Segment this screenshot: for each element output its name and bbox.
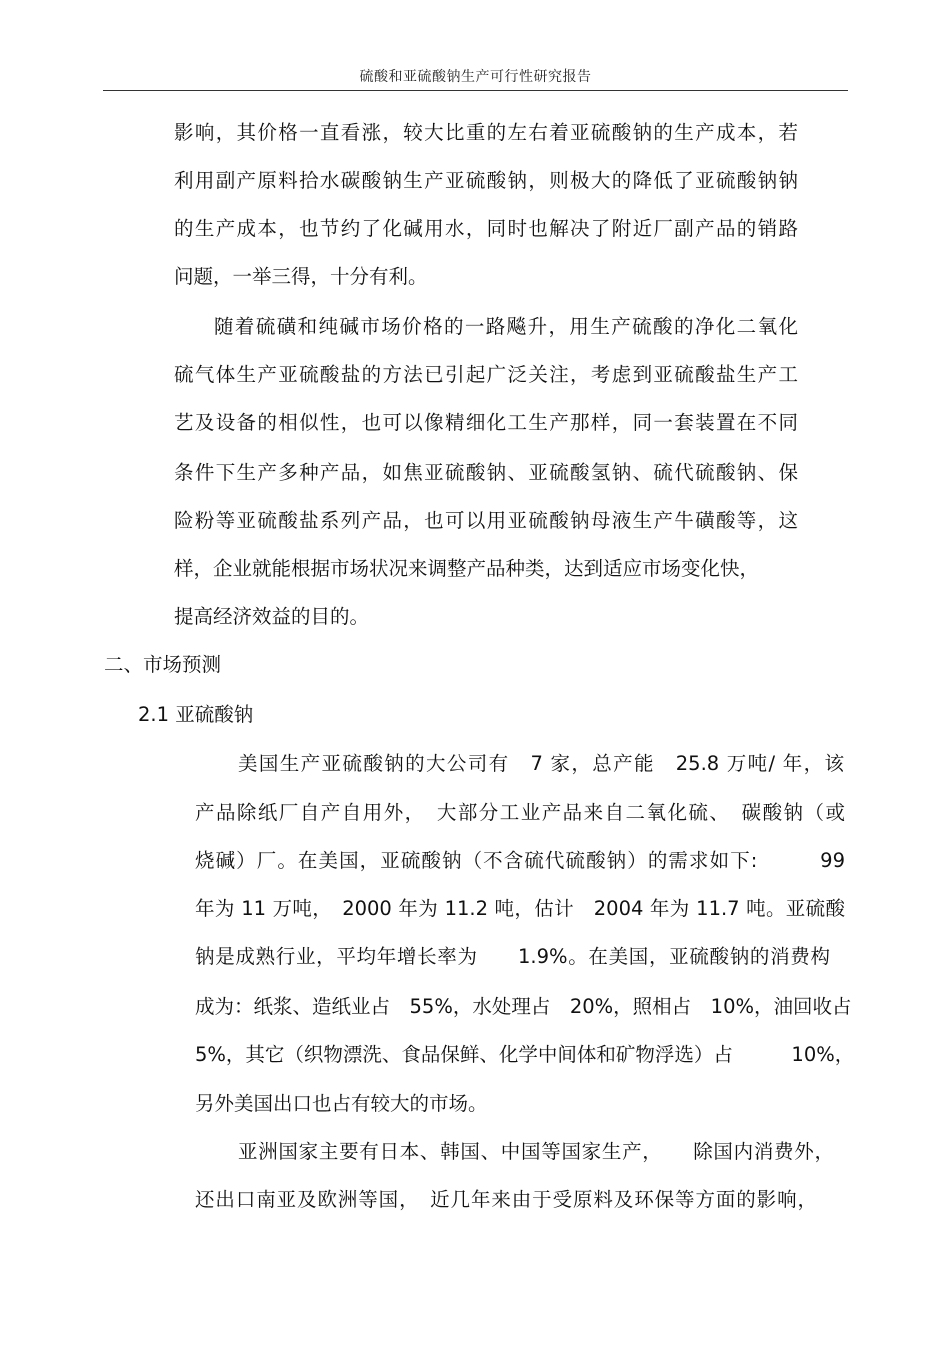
paragraph-line: 利用副产原料拾水碳酸钠生产亚硫酸钠，则极大的降低了亚硫酸钠钠	[174, 169, 798, 192]
paragraph-line: 影响，其价格一直看涨，较大比重的左右着亚硫酸钠的生产成本，若	[174, 121, 798, 144]
paragraph-line: 提高经济效益的目的。	[174, 605, 370, 628]
paragraph-line: 条件下生产多种产品，如焦亚硫酸钠、亚硫酸氢钠、硫代硫酸钠、保	[174, 461, 798, 484]
paragraph-line: 亚洲国家主要有日本、韩国、中国等国家生产， 除国内消费外，	[238, 1140, 834, 1163]
paragraph-line: 另外美国出口也占有较大的市场。	[195, 1092, 488, 1115]
section-heading: 二、市场预测	[104, 653, 222, 676]
paragraph-line: 成为：纸浆、造纸业占 55%，水处理占 20%，照相占 10%，油回收占	[195, 995, 852, 1018]
paragraph-line: 还出口南亚及欧洲等国， 近几年来由于受原料及环保等方面的影响，	[195, 1188, 817, 1211]
running-header: 硫酸和亚硫酸钠生产可行性研究报告	[359, 69, 592, 85]
paragraph-line: 险粉等亚硫酸盐系列产品，也可以用亚硫酸钠母液生产牛磺酸等，这	[174, 509, 798, 532]
paragraph-line: 样，企业就能根据市场状况来调整产品种类，达到适应市场变化快，	[174, 557, 760, 580]
paragraph-line: 美国生产亚硫酸钠的大公司有 7 家，总产能 25.8 万吨/ 年，该	[238, 752, 844, 775]
paragraph-line: 年为 11 万吨， 2000 年为 11.2 吨，估计 2004 年为 11.7 吨。亚硫酸	[195, 897, 845, 920]
paragraph-line: 烧碱）厂。在美国，亚硫酸钠（不含硫代硫酸钠）的需求如下: 99	[195, 849, 845, 872]
paragraph-line: 问题，一举三得，十分有利。	[174, 265, 428, 288]
paragraph-line: 硫气体生产亚硫酸盐的方法已引起广泛关注，考虑到亚硫酸盐生产工	[174, 363, 798, 386]
paragraph-line: 产品除纸厂自产自用外， 大部分工业产品来自二氧化硫、 碳酸钠（或	[195, 801, 845, 824]
header-divider	[103, 90, 848, 91]
subsection-heading: 2.1 亚硫酸钠	[138, 703, 254, 726]
paragraph-line: 的生产成本，也节约了化碱用水，同时也解决了附近厂副产品的销路	[174, 217, 798, 240]
paragraph-line: 5%，其它（织物漂洗、食品保鲜、化学中间体和矿物浮选）占 10%，	[195, 1043, 855, 1066]
paragraph-line: 随着硫磺和纯碱市场价格的一路飚升，用生产硫酸的净化二氧化	[214, 315, 798, 338]
paragraph-line: 艺及设备的相似性，也可以像精细化工生产那样，同一套装置在不同	[174, 411, 798, 434]
paragraph-line: 钠是成熟行业，平均年增长率为 1.9%。在美国，亚硫酸钠的消费构	[195, 945, 830, 968]
